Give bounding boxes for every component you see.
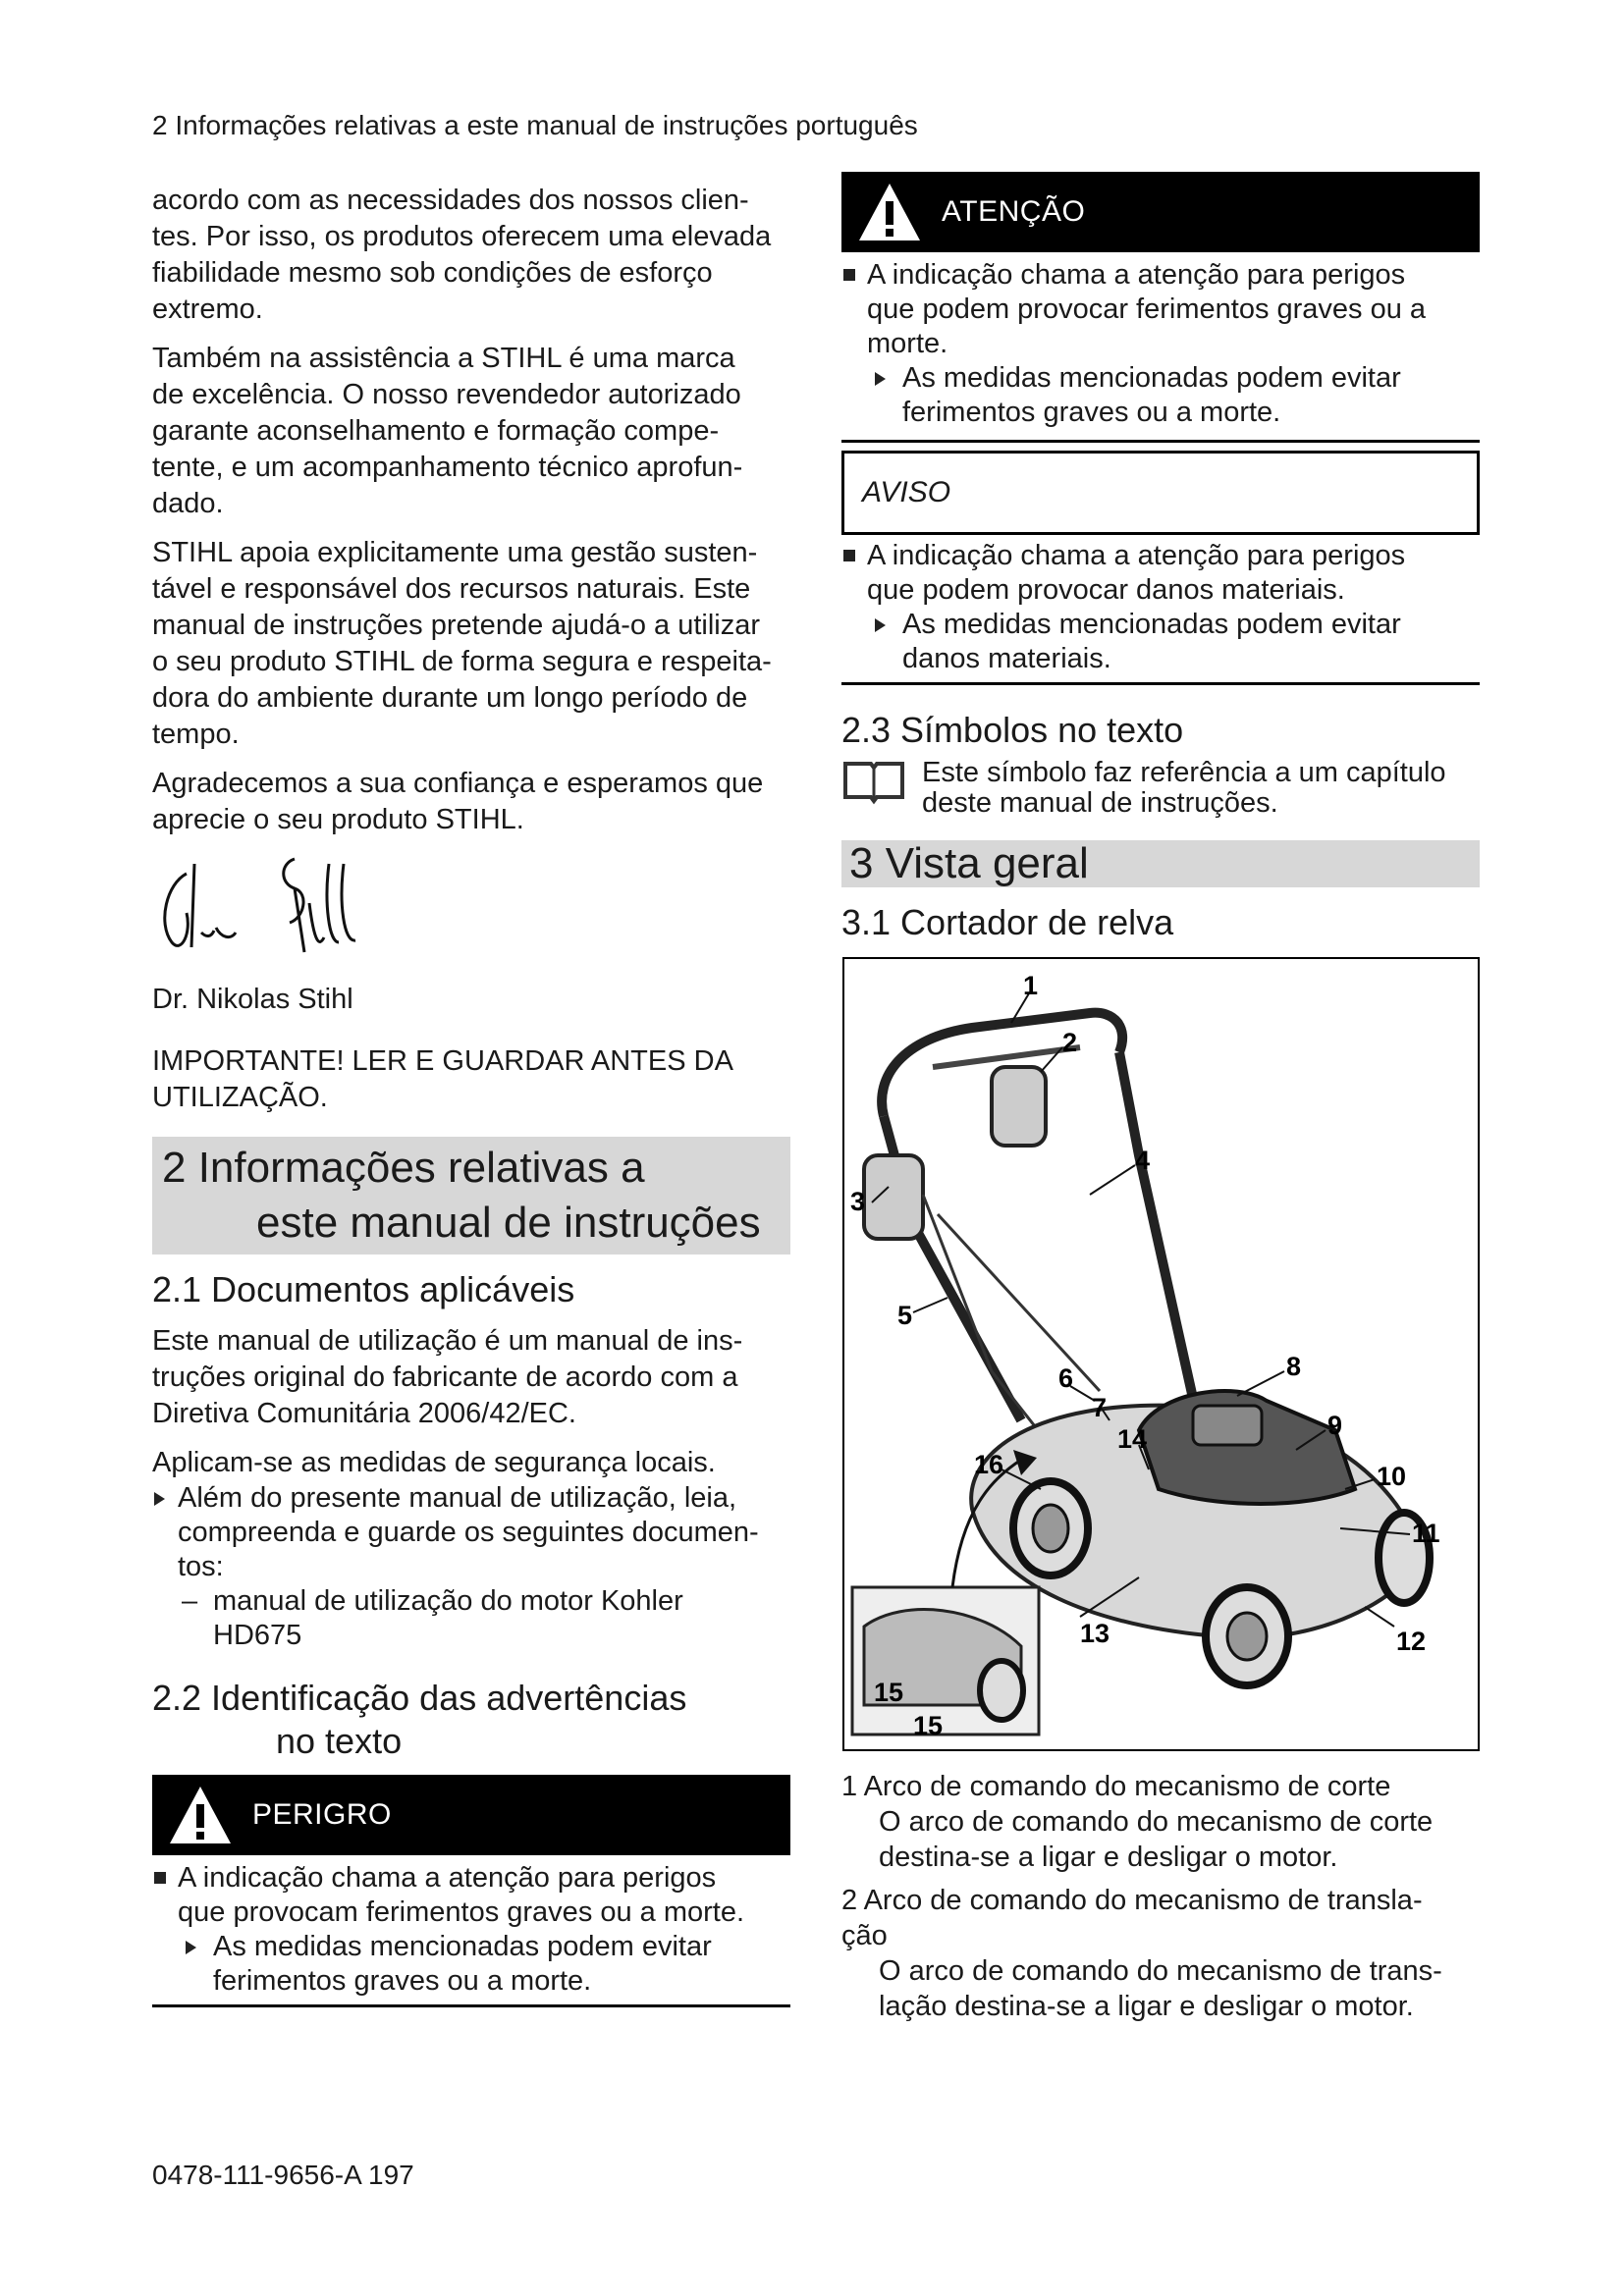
aviso-banner: AVISO bbox=[841, 451, 1480, 535]
callout-label: 14 bbox=[1117, 1424, 1148, 1454]
perigo-banner: PERIGRO bbox=[152, 1775, 790, 1855]
divider bbox=[841, 682, 1480, 685]
atencao-banner: ATENÇÃO bbox=[841, 172, 1480, 252]
figure-legend bbox=[841, 1769, 1480, 2024]
legend-item-1-title: 1 Arco de comando do mecanismo de corte bbox=[841, 1771, 1391, 1802]
symbol-row bbox=[841, 758, 1480, 819]
legend-item-2-description: O arco de comando do mecanismo de trans- lação destina-se a ligar e desligar o motor. bbox=[879, 1955, 1442, 2022]
callout-label: 5 bbox=[897, 1301, 913, 1330]
legend-item-2-title: 2 Arco de comando do mecanismo de transla- ção bbox=[841, 1885, 1423, 1951]
section-2-3-heading: 2.3 Símbolos no texto bbox=[841, 710, 1184, 750]
atencao-bullet: A indicação chama a atenção para perigos que podem provocar ferimentos graves ou a morte. bbox=[841, 258, 1480, 361]
intro-paragraph-3: STIHL apoia explicitamente uma gestão susten- tável e responsável dos recursos naturais. Este manual de instruções pretende ajudá-o a utilizar o seu produto STIHL de forma segura e respeita- dora do ambiente durante um longo período de tempo. bbox=[152, 537, 772, 750]
legend-item-1-description: O arco de comando do mecanismo de corte destina-se a ligar e desligar o motor. bbox=[879, 1806, 1434, 1873]
callout-label: 6 bbox=[1058, 1363, 1074, 1393]
callout-label: 12 bbox=[1396, 1627, 1427, 1656]
docs-paragraph-2: Aplicam-se as medidas de segurança locais. bbox=[152, 1447, 716, 1478]
intro-paragraph-2: Também na assistência a STIHL é uma marca de excelência. O nosso revendedor autorizado garante aconselhamento e formação compe- tente, e um acompanhamento técnico aprofun- dado. bbox=[152, 343, 743, 519]
lawnmower-illustration bbox=[844, 959, 1478, 1749]
perigo-bullet: A indicação chama a atenção para perigos que provocam ferimentos graves ou a morte. bbox=[152, 1861, 790, 1930]
callout-label: 2 bbox=[1062, 1028, 1078, 1057]
section-2-heading: 2 Informações relativas a este manual de instruções bbox=[152, 1137, 790, 1255]
docs-dash-item: – manual de utilização do motor Kohler HD675 bbox=[182, 1585, 683, 1651]
perigo-arrow: As medidas mencionadas podem evitar ferimentos graves ou a morte. bbox=[152, 1930, 790, 1999]
intro-paragraph-1: acordo com as necessidades dos nossos clien- tes. Por isso, os produtos oferecem uma elevada fiabilidade mesmo sob condições de esforço extremo. bbox=[152, 185, 772, 325]
warning-triangle-icon bbox=[168, 1785, 233, 1845]
aviso-arrow: As medidas mencionadas podem evitar danos materiais. bbox=[841, 608, 1480, 676]
intro-paragraph-4: Agradecemos a sua confiança e esperamos que aprecie o seu produto STIHL. bbox=[152, 768, 764, 835]
warning-triangle-icon bbox=[857, 182, 922, 242]
docs-paragraph-1: Este manual de utilização é um manual de ins- truções original do fabricante de acordo com a Diretiva Comunitária 2006/42/EC. bbox=[152, 1325, 743, 1429]
important-note: IMPORTANTE! LER E GUARDAR ANTES DA UTILIZAÇÃO. bbox=[152, 1045, 733, 1113]
section-3-heading: 3 Vista geral bbox=[841, 840, 1480, 887]
callout-label: 15 bbox=[913, 1711, 944, 1740]
divider bbox=[152, 2004, 790, 2007]
page-footer: 0478-111-9656-A 197 bbox=[152, 2160, 414, 2190]
callout-label: 16 bbox=[974, 1450, 1004, 1479]
callout-label: 3 bbox=[850, 1187, 866, 1216]
atencao-arrow: As medidas mencionadas podem evitar ferimentos graves ou a morte. bbox=[841, 361, 1480, 430]
callout-label: 9 bbox=[1327, 1411, 1343, 1440]
signature-image bbox=[147, 844, 403, 967]
section-2-2-heading: 2.2 Identificação das advertências no texto bbox=[152, 1678, 687, 1761]
section-2-block bbox=[152, 1137, 790, 2007]
right-column bbox=[841, 172, 1480, 956]
callout-label: 8 bbox=[1286, 1352, 1302, 1381]
callout-label: 1 bbox=[1023, 971, 1039, 1000]
callout-label: 7 bbox=[1092, 1393, 1108, 1422]
callout-label: 11 bbox=[1412, 1519, 1440, 1548]
divider bbox=[841, 440, 1480, 443]
left-column bbox=[152, 183, 795, 851]
callout-label: 13 bbox=[1080, 1619, 1110, 1648]
callout-label: 15 bbox=[874, 1678, 904, 1707]
callout-label: 4 bbox=[1135, 1146, 1151, 1175]
section-2-1-heading: 2.1 Documentos aplicáveis bbox=[152, 1269, 575, 1309]
book-icon bbox=[841, 758, 906, 805]
lawnmower-figure bbox=[842, 957, 1480, 1751]
running-header: 2 Informações relativas a este manual de instruções português bbox=[152, 110, 918, 140]
symbol-description: Este símbolo faz referência a um capítulo deste manual de instruções. bbox=[922, 757, 1446, 819]
callout-label: 10 bbox=[1377, 1462, 1407, 1491]
docs-arrow-item: Além do presente manual de utilização, leia, compreenda e guarde os seguintes documen- tos: bbox=[152, 1481, 790, 1584]
signer-name: Dr. Nikolas Stihl bbox=[152, 984, 353, 1015]
aviso-bullet: A indicação chama a atenção para perigos que podem provocar danos materiais. bbox=[841, 539, 1480, 608]
section-3-1-heading: 3.1 Cortador de relva bbox=[841, 902, 1174, 942]
